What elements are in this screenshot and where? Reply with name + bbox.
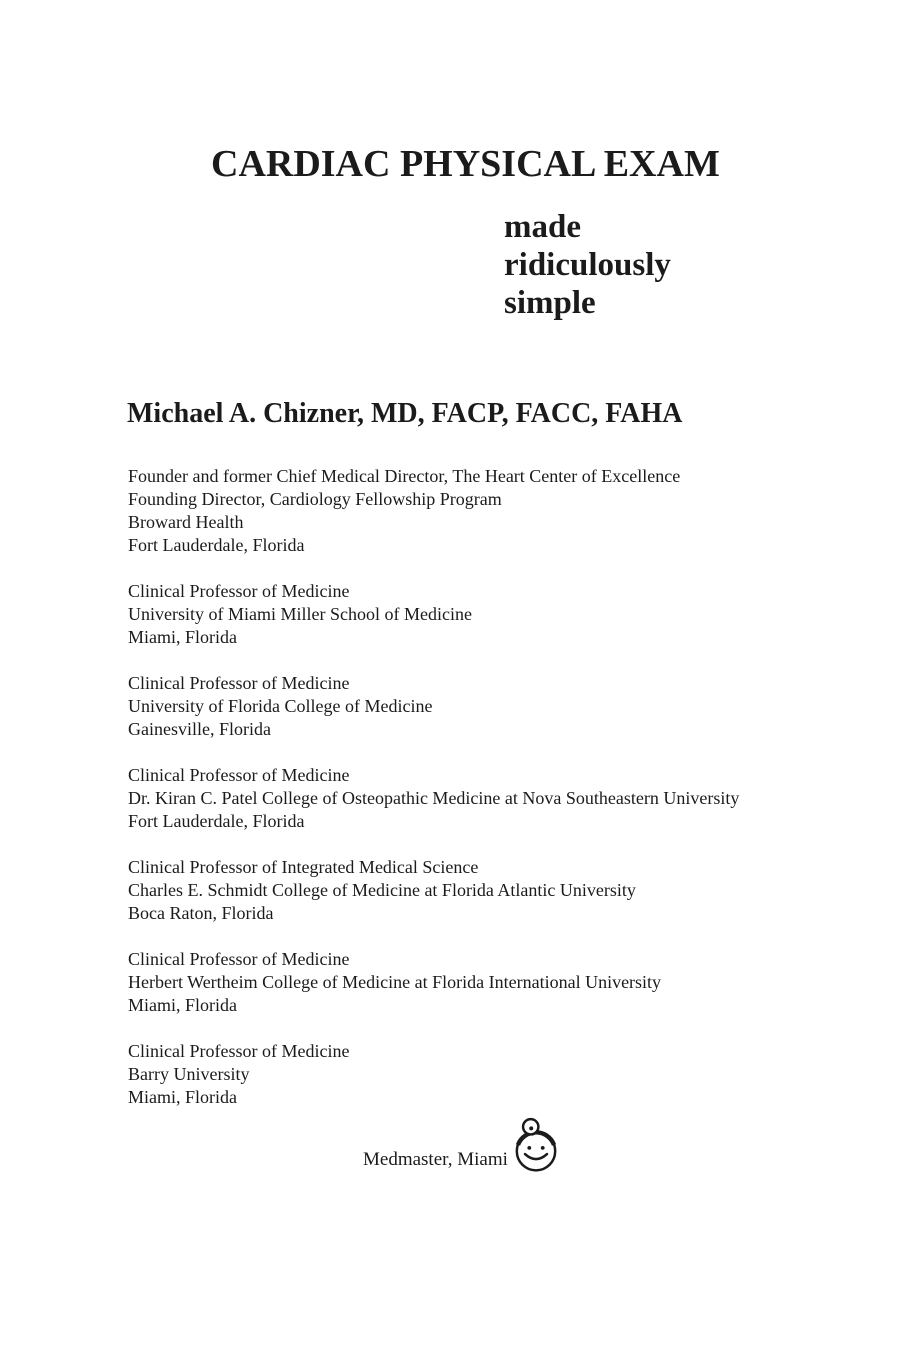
affiliation-line: Founding Director, Cardiology Fellowship Program [128,489,502,509]
affiliation-line: Dr. Kiran C. Patel College of Osteopathic Medicine at Nova Southeastern University [128,788,740,808]
affiliation-line: Gainesville, Florida [128,719,271,739]
affiliation-block [128,856,739,925]
affiliation-line: Clinical Professor of Medicine [128,673,350,693]
affiliation-line: Clinical Professor of Medicine [128,765,350,785]
affiliation-line: Fort Lauderdale, Florida [128,535,305,555]
author-affiliations [128,465,739,1132]
subtitle-line: simple [504,285,596,321]
affiliation-line: Miami, Florida [128,995,237,1015]
book-subtitle [504,208,671,322]
affiliation-block [128,1040,739,1109]
affiliation-line: Charles E. Schmidt College of Medicine at Florida Atlantic University [128,880,636,900]
author-name: Michael A. Chizner, MD, FACP, FACC, FAHA [127,398,683,429]
affiliation-line: Barry University [128,1064,250,1084]
subtitle-line: made [504,209,581,245]
subtitle-line: ridiculously [504,247,671,283]
medmaster-smiley-doctor-logo-icon [513,1116,559,1173]
book-title: CARDIAC PHYSICAL EXAM [211,143,720,185]
affiliation-line: Miami, Florida [128,1087,237,1107]
affiliation-block [128,948,739,1017]
affiliation-line: Clinical Professor of Medicine [128,581,350,601]
affiliation-line: University of Florida College of Medicine [128,696,433,716]
affiliation-line: University of Miami Miller School of Medicine [128,604,472,624]
affiliation-line: Fort Lauderdale, Florida [128,811,305,831]
affiliation-line: Clinical Professor of Integrated Medical Science [128,857,479,877]
affiliation-line: Broward Health [128,512,244,532]
affiliation-block [128,580,739,649]
affiliation-block [128,672,739,741]
affiliation-line: Clinical Professor of Medicine [128,1041,350,1061]
affiliation-line: Clinical Professor of Medicine [128,949,350,969]
affiliation-line: Founder and former Chief Medical Director, The Heart Center of Excellence [128,466,681,486]
publisher-name: Medmaster, Miami [363,1149,508,1170]
affiliation-line: Miami, Florida [128,627,237,647]
affiliation-line: Herbert Wertheim College of Medicine at Florida International University [128,972,662,992]
affiliation-block [128,465,739,557]
affiliation-line: Boca Raton, Florida [128,903,274,923]
affiliation-block [128,764,739,833]
